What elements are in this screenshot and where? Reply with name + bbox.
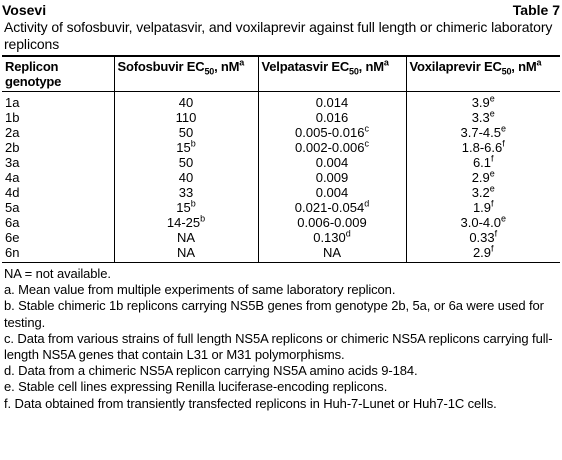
genotype-cell <box>2 110 114 125</box>
cell-value: 3.9 <box>471 95 490 110</box>
col-header-velpatasvir <box>258 56 406 92</box>
velpatasvir-cell <box>258 110 406 125</box>
footnote-mark: f <box>502 138 505 149</box>
footnote-mark: f <box>491 198 494 209</box>
col-header-subscript: 50 <box>501 66 512 77</box>
cell-value: 6.1 <box>472 155 492 170</box>
col-header-unit: , nM <box>358 59 384 74</box>
voxilaprevir-cell <box>406 92 560 111</box>
sofosbuvir-cell <box>114 200 258 215</box>
cell-value: 1a <box>5 95 20 110</box>
voxilaprevir-cell <box>406 215 560 230</box>
table-row <box>2 200 560 215</box>
cell-value: 15 <box>176 200 191 215</box>
footnote-mark: c <box>364 123 369 134</box>
voxilaprevir-cell <box>406 230 560 245</box>
col-header-text: Velpatasvir EC <box>261 59 350 74</box>
col-header-voxilaprevir <box>406 56 560 92</box>
genotype-cell <box>2 92 114 111</box>
cell-value: 110 <box>175 110 197 125</box>
voxilaprevir-cell <box>406 125 560 140</box>
footnote: a. Mean value from multiple experiments of same laboratory replicon. <box>4 282 396 298</box>
col-header-sofosbuvir <box>114 56 258 92</box>
velpatasvir-cell <box>258 125 406 140</box>
cell-value: 15 <box>176 140 191 155</box>
genotype-cell <box>2 185 114 200</box>
footnote-mark: e <box>489 108 495 119</box>
table-header-row <box>2 56 560 92</box>
cell-value: 50 <box>178 155 194 170</box>
col-header-text: Voxilaprevir EC <box>409 59 502 74</box>
replicon-activity-table <box>2 55 560 263</box>
table-row <box>2 155 560 170</box>
footnote: b. Stable chimeric 1b replicons carrying NS5B genes from genotype 2b, 5a, or 6a were used for testing. <box>4 298 544 330</box>
genotype-cell <box>2 200 114 215</box>
col-header-footnote-mark: a <box>383 57 389 68</box>
col-header-footnote-mark: a <box>239 57 245 68</box>
sofosbuvir-cell <box>114 140 258 155</box>
col-header-line: Replicon <box>5 59 59 74</box>
voxilaprevir-cell <box>406 185 560 200</box>
footnote-mark: e <box>489 93 495 104</box>
drug-title: Vosevi <box>2 2 47 18</box>
col-header-footnote-mark: a <box>536 57 542 68</box>
voxilaprevir-cell <box>406 110 560 125</box>
sofosbuvir-cell <box>114 185 258 200</box>
cell-value: 1b <box>5 110 20 125</box>
cell-value: 2a <box>5 125 20 140</box>
genotype-cell <box>2 245 114 263</box>
table-row <box>2 170 560 185</box>
velpatasvir-cell <box>258 230 406 245</box>
footnote-mark: d <box>345 228 351 239</box>
cell-value: NA <box>176 230 196 245</box>
cell-value: 4a <box>5 170 20 185</box>
voxilaprevir-cell <box>406 245 560 263</box>
cell-value: 3a <box>5 155 20 170</box>
footnote: e. Stable cell lines expressing Renilla luciferase-encoding replicons. <box>4 379 388 395</box>
sofosbuvir-cell <box>114 230 258 245</box>
cell-value: 5a <box>5 200 20 215</box>
cell-value: 0.004 <box>315 185 349 200</box>
cell-value: 33 <box>178 185 194 200</box>
table-row <box>2 245 560 263</box>
table-row <box>2 185 560 200</box>
col-header-text: Sofosbuvir EC <box>117 59 205 74</box>
cell-value: 14-25 <box>166 215 201 230</box>
cell-value: 0.005-0.016 <box>295 125 365 140</box>
footnote-mark: e <box>500 213 506 224</box>
table-header <box>2 2 560 19</box>
cell-value: 3.3 <box>471 110 490 125</box>
table-row <box>2 92 560 111</box>
cell-value: 0.009 <box>315 170 349 185</box>
footnote-mark: c <box>364 138 369 149</box>
footnotes <box>2 266 560 412</box>
table-row <box>2 110 560 125</box>
velpatasvir-cell <box>258 245 406 263</box>
col-header-line: genotype <box>5 74 62 89</box>
footnote: f. Data obtained from transiently transfected replicons in Huh-7-Lunet or Huh7-1C cells. <box>4 395 497 411</box>
sofosbuvir-cell <box>114 245 258 263</box>
footnote: NA = not available. <box>4 266 111 281</box>
sofosbuvir-cell <box>114 170 258 185</box>
footnote-mark: b <box>200 213 206 224</box>
table-body <box>2 92 560 263</box>
cell-value: 40 <box>178 170 194 185</box>
table-row <box>2 125 560 140</box>
footnote: d. Data from a chimeric NS5A replicon carrying NS5A amino acids 9-184. <box>4 363 418 379</box>
table-row <box>2 230 560 245</box>
velpatasvir-cell <box>258 155 406 170</box>
cell-value: 40 <box>178 95 194 110</box>
sofosbuvir-cell <box>114 215 258 230</box>
cell-value: 0.002-0.006 <box>295 140 365 155</box>
table-row <box>2 140 560 155</box>
footnote-mark: e <box>489 183 495 194</box>
cell-value: 0.004 <box>315 155 349 170</box>
voxilaprevir-cell <box>406 140 560 155</box>
cell-value: 3.0-4.0 <box>460 215 501 230</box>
cell-value: 0.33 <box>469 230 495 245</box>
col-header-subscript: 50 <box>349 66 359 77</box>
velpatasvir-cell <box>258 215 406 230</box>
table-label: Table 7 <box>512 2 560 18</box>
genotype-cell <box>2 125 114 140</box>
cell-value: 6n <box>5 245 20 260</box>
footnote-mark: f <box>494 228 498 239</box>
velpatasvir-cell <box>258 92 406 111</box>
col-header-unit: , nM <box>511 59 537 74</box>
velpatasvir-cell <box>258 200 406 215</box>
footnote-mark: e <box>500 123 506 134</box>
genotype-cell <box>2 170 114 185</box>
sofosbuvir-cell <box>114 125 258 140</box>
cell-value: 0.021-0.054 <box>294 200 365 215</box>
sofosbuvir-cell <box>114 110 258 125</box>
footnote-mark: b <box>190 198 196 209</box>
col-header-replicon-genotype <box>2 56 114 92</box>
cell-value: 2b <box>5 140 20 155</box>
voxilaprevir-cell <box>406 155 560 170</box>
cell-value: 1.9 <box>472 200 492 215</box>
genotype-cell <box>2 215 114 230</box>
cell-value: 3.7-4.5 <box>460 125 501 140</box>
col-header-subscript: 50 <box>204 66 215 77</box>
cell-value: 3.2 <box>471 185 490 200</box>
cell-value: 6a <box>5 215 20 230</box>
genotype-cell <box>2 140 114 155</box>
velpatasvir-cell <box>258 140 406 155</box>
cell-value: 0.006-0.009 <box>297 215 367 230</box>
velpatasvir-cell <box>258 185 406 200</box>
col-header-unit: , nM <box>214 59 240 74</box>
cell-value: 0.016 <box>315 110 349 125</box>
cell-value: 0.130 <box>313 230 346 245</box>
velpatasvir-cell <box>258 170 406 185</box>
cell-value: 2.9 <box>471 170 490 185</box>
footnote-mark: e <box>489 168 495 179</box>
footnote-mark: b <box>190 138 196 149</box>
table-caption: Activity of sofosbuvir, velpatasvir, and voxilaprevir against full length or chimeric laboratory replicons <box>4 19 553 52</box>
cell-value: 0.014 <box>315 95 349 110</box>
footnote-mark: d <box>364 198 370 209</box>
cell-value: 6e <box>5 230 20 245</box>
footnote-mark: f <box>491 243 494 254</box>
footnote: c. Data from various strains of full length NS5A replicons or chimeric NS5A replicons carrying full-length NS5A genes that contain L31 or M31 polymorphisms. <box>4 330 553 363</box>
footnote-mark: f <box>491 153 494 164</box>
table-row <box>2 215 560 230</box>
cell-value: 50 <box>178 125 194 140</box>
cell-value: NA <box>176 245 196 260</box>
cell-value: 4d <box>5 185 20 200</box>
genotype-cell <box>2 230 114 245</box>
genotype-cell <box>2 155 114 170</box>
voxilaprevir-cell <box>406 200 560 215</box>
cell-value: 1.8-6.6 <box>461 140 503 155</box>
cell-value: NA <box>322 245 342 260</box>
sofosbuvir-cell <box>114 92 258 111</box>
cell-value: 2.9 <box>472 245 492 260</box>
voxilaprevir-cell <box>406 170 560 185</box>
sofosbuvir-cell <box>114 155 258 170</box>
